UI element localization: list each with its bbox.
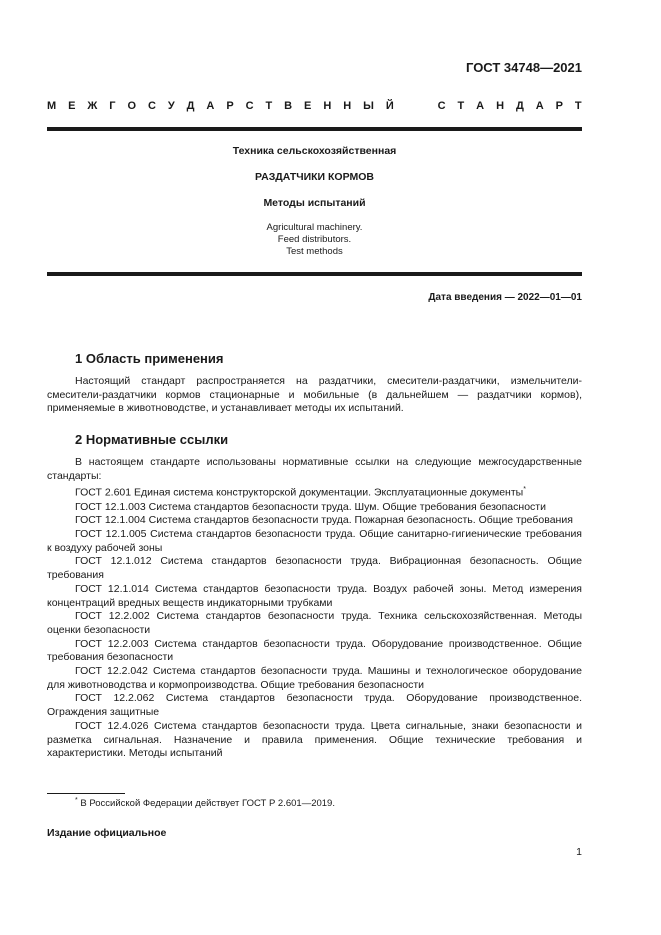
- banner-letter: Д: [515, 100, 524, 112]
- banner-letter: Н: [343, 100, 352, 112]
- banner-letter: Е: [304, 100, 312, 112]
- banner-letter: А: [206, 100, 215, 112]
- banner-letter: С: [147, 100, 156, 112]
- banner-letter: А: [535, 100, 544, 112]
- banner-letter: Ы: [363, 100, 374, 112]
- banner-letter: Р: [226, 100, 234, 112]
- reference-text: ГОСТ 12.2.002 Система стандартов безопасности труда. Техника сельскохозяйственная. Методы оценки безопасности: [47, 610, 582, 636]
- title-main: РАЗДАТЧИКИ КОРМОВ: [255, 171, 374, 183]
- reference-item: [47, 610, 582, 637]
- reference-item: [47, 514, 582, 528]
- footnote: [75, 797, 335, 809]
- title-english-line-2: Feed distributors.: [277, 234, 352, 245]
- section-1-heading: 1 Область применения: [75, 351, 224, 366]
- reference-item: [47, 583, 582, 610]
- title-divider: [47, 272, 582, 276]
- banner-letter: Т: [457, 100, 465, 112]
- section-2-intro: В настоящем стандарте использованы нормативные ссылки на следующие межгосударственные стандарты:: [47, 456, 582, 482]
- section-1-paragraph: Настоящий стандарт распространяется на раздатчики, смесители-раздатчики, измельчители-смесители-раздатчики кормов стационарные и мобильные (в дальнейшем — раздатчики кормов), применяемые в животноводстве, и устанавливает методы их испытаний.: [47, 375, 582, 415]
- banner-letter: Н: [323, 100, 332, 112]
- title-sub: Методы испытаний: [263, 197, 366, 209]
- reference-text: ГОСТ 12.1.003 Система стандартов безопасности труда. Шум. Общие требования безопасности: [75, 500, 546, 513]
- section-2-body: [47, 456, 582, 761]
- banner-letter: В: [284, 100, 293, 112]
- reference-text: ГОСТ 12.2.003 Система стандартов безопасности труда. Оборудование производственное. Общие требования безопасности: [47, 637, 582, 664]
- introduction-date: Дата введения — 2022—01—01: [428, 292, 582, 303]
- banner-letter: Р: [555, 100, 563, 112]
- banner-letter: Т: [265, 100, 273, 112]
- document-designation: ГОСТ 34748—2021: [466, 60, 582, 75]
- title-english: [47, 222, 582, 258]
- reference-item: [47, 501, 582, 515]
- reference-text: ГОСТ 12.4.026 Система стандартов безопасности труда. Цвета сигнальные, знаки безопасности и разметка сигнальная. Назначение и правила применения. Общие технические требования и характеристики. Методы испытаний: [47, 719, 582, 760]
- reference-text: ГОСТ 12.1.005 Система стандартов безопасности труда. Общие санитарно-гигиенические требования к воздуху рабочей зоны: [47, 528, 582, 554]
- top-divider: [47, 127, 582, 131]
- reference-text: ГОСТ 12.1.004 Система стандартов безопасности труда. Пожарная безопасность. Общие требования: [75, 514, 573, 527]
- banner-letter: Н: [496, 100, 505, 112]
- footnote-separator: [47, 793, 125, 794]
- reference-item: [47, 483, 582, 500]
- banner-letter: Е: [68, 100, 76, 112]
- reference-text: ГОСТ 2.601 Единая система конструкторской документации. Эксплуатационные документы: [75, 486, 524, 499]
- title-english-line-1: Agricultural machinery.: [266, 222, 363, 233]
- reference-footnote-mark: *: [523, 486, 526, 494]
- banner-letter: С: [245, 100, 254, 112]
- reference-text: ГОСТ 12.1.014 Система стандартов безопасности труда. Воздух рабочей зоны. Метод измерения концентраций вредных веществ индикаторными трубками: [47, 582, 582, 609]
- title-english-line-3: Test methods: [286, 246, 343, 257]
- banner-letter: С: [437, 100, 446, 112]
- reference-item: [47, 720, 582, 761]
- normative-references-list: [47, 483, 582, 761]
- banner-letter: [406, 100, 426, 112]
- reference-item: [47, 555, 582, 582]
- interstate-standard-banner: [47, 100, 582, 112]
- reference-text: ГОСТ 12.1.012 Система стандартов безопасности труда. Вибрационная безопасность. Общие требования: [47, 555, 582, 582]
- reference-item: [47, 665, 582, 692]
- banner-letter: Й: [385, 100, 394, 112]
- banner-letter: Д: [186, 100, 195, 112]
- reference-item: [47, 692, 582, 719]
- banner-letter: О: [127, 100, 137, 112]
- banner-letter: У: [167, 100, 175, 112]
- banner-letter: А: [476, 100, 485, 112]
- footnote-mark: *: [75, 797, 78, 804]
- page-number: 1: [576, 846, 582, 858]
- footnote-text: В Российской Федерации действует ГОСТ Р 2.601—2019.: [80, 798, 335, 810]
- banner-letter: Т: [574, 100, 582, 112]
- banner-letter: М: [47, 100, 57, 112]
- official-edition-label: Издание официальное: [47, 827, 167, 839]
- section-1-body: [47, 375, 582, 416]
- reference-item: [47, 638, 582, 665]
- reference-text: ГОСТ 12.2.042 Система стандартов безопасности труда. Машины и технологическое оборудование для животноводства и кормопроизводства. Общие требования безопасности: [47, 665, 582, 691]
- banner-letter: Г: [109, 100, 116, 112]
- reference-text: ГОСТ 12.2.062 Система стандартов безопасности труда. Оборудование производственное. Ограждения защитные: [47, 692, 582, 719]
- reference-item: [47, 528, 582, 555]
- section-2-heading: 2 Нормативные ссылки: [75, 432, 229, 447]
- banner-letter: Ж: [87, 100, 98, 112]
- title-general: Техника сельскохозяйственная: [232, 145, 397, 157]
